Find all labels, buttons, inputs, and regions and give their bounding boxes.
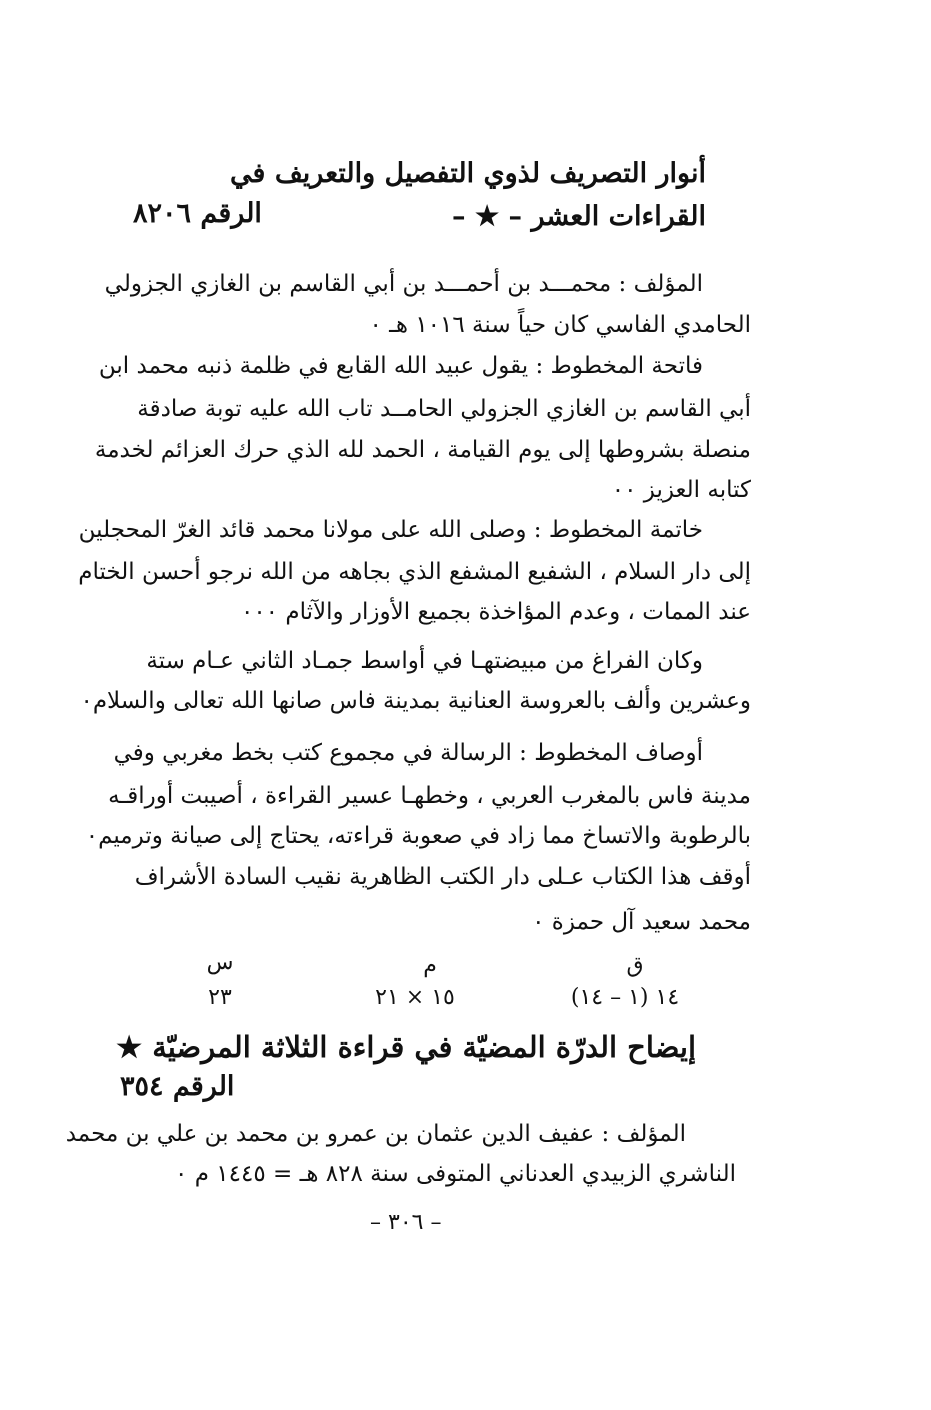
entry1-author-line1: المؤلف : محمـــد بن أحمـــد بن أبي القاسم بن الغازي الجزولي xyxy=(104,271,703,297)
entry1-description-line5: محمد سعيد آل حمزة ٠ xyxy=(532,909,751,935)
entry1-opening-line4: كتابه العزيز ٠٠ xyxy=(611,477,751,503)
entry2-author-line1: المؤلف : عفيف الدين عثمان بن عمرو بن محمد بن علي بن محمد xyxy=(65,1121,686,1147)
stat-q-label: ق xyxy=(626,953,644,978)
entry1-opening-line2: أبي القاسم بن الغازي الجزولي الحامــد تاب الله عليه توبة صادقة xyxy=(137,396,751,422)
entry1-completion-line2: وعشرين وألف بالعروسة العنانية بمدينة فاس صانها الله تعالى والسلام٠ xyxy=(80,688,751,714)
stat-m-value: ١٥ × ٢١ xyxy=(375,985,455,1010)
entry2-author-line2: الناشري الزبيدي العدناني المتوفى سنة ٨٢٨ هـ = ١٤٤٥ م ٠ xyxy=(175,1161,736,1187)
stat-m-label: م xyxy=(423,953,437,978)
stat-q-value: ١٤ (١ – ١٤) xyxy=(570,985,680,1010)
entry2-catalog-number: الرقم ٣٥٤ xyxy=(120,1071,235,1102)
entry1-description-line1: أوصاف المخطوط : الرسالة في مجموع كتب بخط مغربي وفي xyxy=(113,740,703,766)
entry1-description-line2: مدينة فاس بالمغرب العربي ، وخطهـا عسير القراءة ، أصيبت أوراقـه xyxy=(108,783,751,809)
entry1-opening-line3: منصلة بشروطها إلى يوم القيامة ، الحمد لله الذي حرك العزائم لخدمة xyxy=(94,437,751,463)
entry1-description-line4: أوقف هذا الكتاب عـلى دار الكتب الظاهرية نقيب السادة الأشراف xyxy=(134,864,751,890)
entry1-description-line3: بالرطوبة والاتساخ مما زاد في صعوبة قراءته، يحتاج إلى صيانة وترميم٠ xyxy=(85,823,751,849)
entry1-closing-line2: إلى دار السلام ، الشفيع المشفع الذي بجاهه من الله نرجو أحسن الختام xyxy=(78,559,751,585)
entry1-closing-line1: خاتمة المخطوط : وصلى الله على مولانا محمد قائد الغرّ المحجلين xyxy=(78,517,703,543)
entry1-completion-line1: وكان الفراغ من مبيضتهـا في أواسط جمـاد الثاني عـام ستة xyxy=(146,648,703,674)
entry1-catalog-number: الرقم ٨٢٠٦ xyxy=(133,198,262,229)
entry1-title-line1: أنوار التصريف لذوي التفصيل والتعريف في xyxy=(230,158,706,189)
entry1-closing-line3: عند الممات ، وعدم المؤاخذة بجميع الأوزار والآثام ٠٠٠ xyxy=(240,599,751,625)
stat-s-value: ٢٣ xyxy=(208,985,232,1010)
entry2-title: إيضاح الدرّة المضيّة في قراءة الثلاثة المرضيّة ★ xyxy=(116,1030,696,1064)
page-number: – ٣٠٦ – xyxy=(370,1210,442,1235)
entry1-title-line2: القراءات العشر – ★ – xyxy=(452,201,706,232)
stat-s-label: س xyxy=(206,950,234,975)
entry1-author-line2: الحامدي الفاسي كان حياً سنة ١٠١٦ هـ ٠ xyxy=(369,312,751,338)
entry1-opening-line1: فاتحة المخطوط : يقول عبيد الله القابع في ظلمة ذنبه محمد ابن xyxy=(98,353,703,379)
